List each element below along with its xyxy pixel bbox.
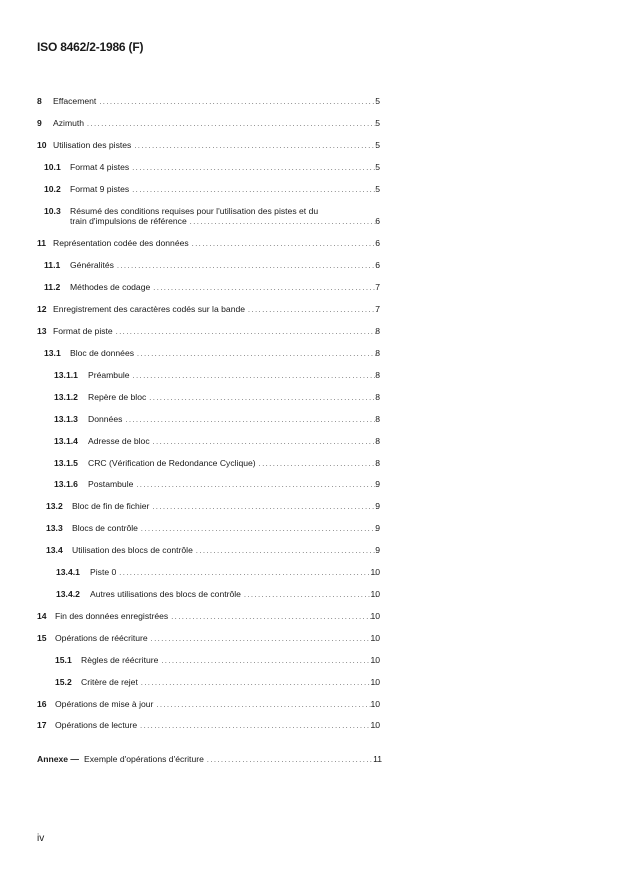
dot-leader: [207, 754, 379, 768]
toc-entry[interactable]: [44, 280, 380, 294]
toc-entry-title: Exemple d'opérations d'écriture: [84, 754, 204, 764]
toc-entry-title: Bloc de fin de fichier: [72, 501, 150, 511]
toc-entry-title: Piste 0: [90, 567, 117, 577]
toc-entry-number: 13.1: [44, 348, 61, 358]
toc-entry-number: 13.1.4: [54, 436, 78, 446]
toc-entry-title: Préambule: [88, 370, 130, 380]
toc-entry-title: Généralités: [70, 260, 114, 270]
toc-entry-page: 5: [375, 118, 380, 128]
dot-leader: [116, 326, 377, 340]
toc-entry-number: 10: [37, 140, 47, 150]
toc-entry-page: 9: [375, 545, 380, 555]
toc-entry-number: 15.2: [55, 677, 72, 687]
toc-entry-title: Format 4 pistes: [70, 162, 130, 172]
toc-entry[interactable]: [54, 477, 380, 491]
toc-entry-title: Opérations de réécriture: [55, 633, 148, 643]
toc-entry-title: Repère de bloc: [88, 392, 147, 402]
toc-entry[interactable]: [37, 718, 380, 732]
toc-entry-title: Autres utilisations des blocs de contrôle: [90, 589, 241, 599]
toc-entry-title: Utilisation des blocs de contrôle: [72, 545, 193, 555]
toc-entry[interactable]: [55, 653, 380, 667]
toc-entry-title: Enregistrement des caractères codés sur la bande: [53, 304, 246, 314]
toc-entry[interactable]: [46, 543, 380, 557]
dot-leader: [171, 611, 377, 625]
dot-leader: [152, 501, 377, 515]
dot-leader: [133, 370, 377, 384]
toc-entry-number: 11.2: [44, 282, 61, 292]
toc-entry-number: 15: [37, 633, 47, 643]
toc-entry[interactable]: [37, 138, 380, 152]
dot-leader: [248, 304, 377, 318]
toc-entry-page: 5: [375, 96, 380, 106]
toc-entry-title-line2: train d'impulsions de référence: [70, 216, 187, 226]
toc-entry-number: 17: [37, 720, 47, 730]
toc-entry[interactable]: [37, 697, 380, 711]
toc-entry-title: Azimuth: [53, 118, 85, 128]
dot-leader: [119, 567, 377, 581]
dot-leader: [151, 633, 377, 647]
toc-entry-title: Opérations de mise à jour: [55, 699, 154, 709]
toc-entry[interactable]: [55, 675, 380, 689]
toc-entry[interactable]: [54, 434, 380, 448]
toc-entry-number: 13.4: [46, 545, 63, 555]
toc-entry-page: 8: [375, 436, 380, 446]
toc-entry[interactable]: [54, 412, 380, 426]
toc-entry-number: 11: [37, 238, 47, 248]
toc-entry-number: 16: [37, 699, 47, 709]
document-identifier: ISO 8462/2-1986 (F): [37, 40, 144, 54]
toc-entry[interactable]: [54, 368, 380, 382]
toc-entry-number: 12: [37, 304, 47, 314]
toc-entry-page: 9: [375, 501, 380, 511]
toc-entry-number: 14: [37, 611, 47, 621]
toc-entry-title: Critère de rejet: [81, 677, 138, 687]
toc-entry-page: 11: [373, 754, 382, 764]
toc-entry-page: 10: [370, 567, 380, 577]
toc-entry-number: 10.2: [44, 184, 61, 194]
dot-leader: [244, 589, 377, 603]
toc-entry-page: 5: [375, 140, 380, 150]
toc-entry-number: 9: [37, 118, 42, 128]
toc-entry-title: Postambule: [88, 479, 134, 489]
dot-leader: [141, 677, 377, 691]
toc-entry-continuation[interactable]: [70, 214, 380, 228]
toc-entry[interactable]: [37, 324, 380, 338]
toc-entry-page: 8: [375, 414, 380, 424]
dot-leader: [99, 96, 377, 110]
toc-entry-title: Méthodes de codage: [70, 282, 151, 292]
dot-leader: [132, 162, 377, 176]
toc-entry-page: 6: [375, 238, 380, 248]
dot-leader: [161, 655, 377, 669]
dot-leader: [192, 238, 377, 252]
toc-entry-title: Fin des données enregistrées: [55, 611, 169, 621]
toc-entry-number: 13.4.2: [56, 589, 80, 599]
toc-entry[interactable]: [44, 182, 380, 196]
toc-entry-number: 13.1.2: [54, 392, 78, 402]
toc-entry-page: 10: [370, 677, 380, 687]
toc-entry-title-line1: Résumé des conditions requises pour l'utilisation des pistes et du: [70, 206, 319, 216]
toc-entry-number: 13.1.3: [54, 414, 78, 424]
toc-entry[interactable]: [37, 116, 380, 130]
toc-entry[interactable]: [37, 302, 380, 316]
dot-leader: [156, 699, 377, 713]
toc-entry-page: 9: [375, 523, 380, 533]
toc-entry-number: 11.1: [44, 260, 61, 270]
toc-entry-title: Opérations de lecture: [55, 720, 138, 730]
toc-entry-page: 9: [375, 479, 380, 489]
toc-entry-number: 13.1.6: [54, 479, 78, 489]
toc-entry[interactable]: [37, 94, 380, 108]
dot-leader: [134, 140, 377, 154]
dot-leader: [141, 523, 377, 537]
toc-entry-number: 13.1.5: [54, 458, 78, 468]
toc-entry-page: 8: [375, 348, 380, 358]
toc-entry-page: 7: [375, 282, 380, 292]
dot-leader: [137, 348, 377, 362]
dot-leader: [259, 458, 377, 472]
toc-entry-number: 10.3: [44, 206, 61, 216]
toc-entry[interactable]: [46, 499, 380, 513]
toc-entry-page: 8: [375, 458, 380, 468]
toc-entry-page: 5: [375, 162, 380, 172]
dot-leader: [132, 184, 377, 198]
toc-entry-number: 13.2: [46, 501, 63, 511]
toc-entry-number: 13.1.1: [54, 370, 78, 380]
dot-leader: [136, 479, 377, 493]
toc-entry-page: 8: [375, 326, 380, 336]
toc-entry-page: 8: [375, 392, 380, 402]
toc-entry-page: 5: [375, 184, 380, 194]
toc-entry-number: Annexe —: [37, 754, 80, 764]
toc-entry-page: 10: [370, 589, 380, 599]
toc-entry-page: 10: [370, 699, 380, 709]
page-number: iv: [37, 833, 45, 844]
toc-entry-title: Format 9 pistes: [70, 184, 130, 194]
toc-entry-title: Représentation codée des données: [53, 238, 189, 248]
toc-entry-page: 10: [370, 611, 380, 621]
toc-entry-number: 10.1: [44, 162, 61, 172]
toc-entry[interactable]: [44, 160, 380, 174]
toc-entry[interactable]: [37, 631, 380, 645]
toc-entry-page: 6: [375, 260, 380, 270]
toc-entry-number: 13: [37, 326, 47, 336]
toc-entry[interactable]: [44, 346, 380, 360]
toc-entry[interactable]: [37, 236, 380, 250]
toc-entry-title: Format de piste: [53, 326, 113, 336]
dot-leader: [140, 720, 377, 734]
toc-entry-page: 8: [375, 370, 380, 380]
toc-entry[interactable]: [54, 456, 380, 470]
toc-entry-page: 6: [375, 216, 380, 226]
dot-leader: [153, 282, 377, 296]
toc-entry-number: 13.3: [46, 523, 63, 533]
toc-entry-title: Bloc de données: [70, 348, 135, 358]
dot-leader: [125, 414, 377, 428]
dot-leader: [87, 118, 377, 132]
toc-entry[interactable]: [56, 587, 380, 601]
toc-entry-title: Données: [88, 414, 123, 424]
dot-leader: [153, 436, 377, 450]
toc-entry[interactable]: [44, 258, 380, 272]
dot-leader: [190, 216, 377, 230]
dot-leader: [117, 260, 377, 274]
toc-entry-title: Utilisation des pistes: [53, 140, 132, 150]
toc-entry-page: 7: [375, 304, 380, 314]
toc-entry-number: 8: [37, 96, 42, 106]
toc-entry-number: 15.1: [55, 655, 72, 665]
dot-leader: [196, 545, 377, 559]
toc-entry[interactable]: [56, 565, 380, 579]
toc-entry[interactable]: [46, 521, 380, 535]
toc-entry-title: Règles de réécriture: [81, 655, 159, 665]
toc-entry-title: Effacement: [53, 96, 97, 106]
toc-entry-number: 13.4.1: [56, 567, 80, 577]
toc-entry-title: Adresse de bloc: [88, 436, 150, 446]
toc-entry-page: 10: [370, 655, 380, 665]
toc-entry-title: Blocs de contrôle: [72, 523, 138, 533]
dot-leader: [149, 392, 377, 406]
toc-entry-page: 10: [370, 633, 380, 643]
toc-entry-title: CRC (Vérification de Redondance Cyclique): [88, 458, 256, 468]
toc-entry[interactable]: [37, 609, 380, 623]
toc-entry-page: 10: [370, 720, 380, 730]
toc-entry-annex[interactable]: [37, 752, 382, 766]
toc-entry[interactable]: [54, 390, 380, 404]
